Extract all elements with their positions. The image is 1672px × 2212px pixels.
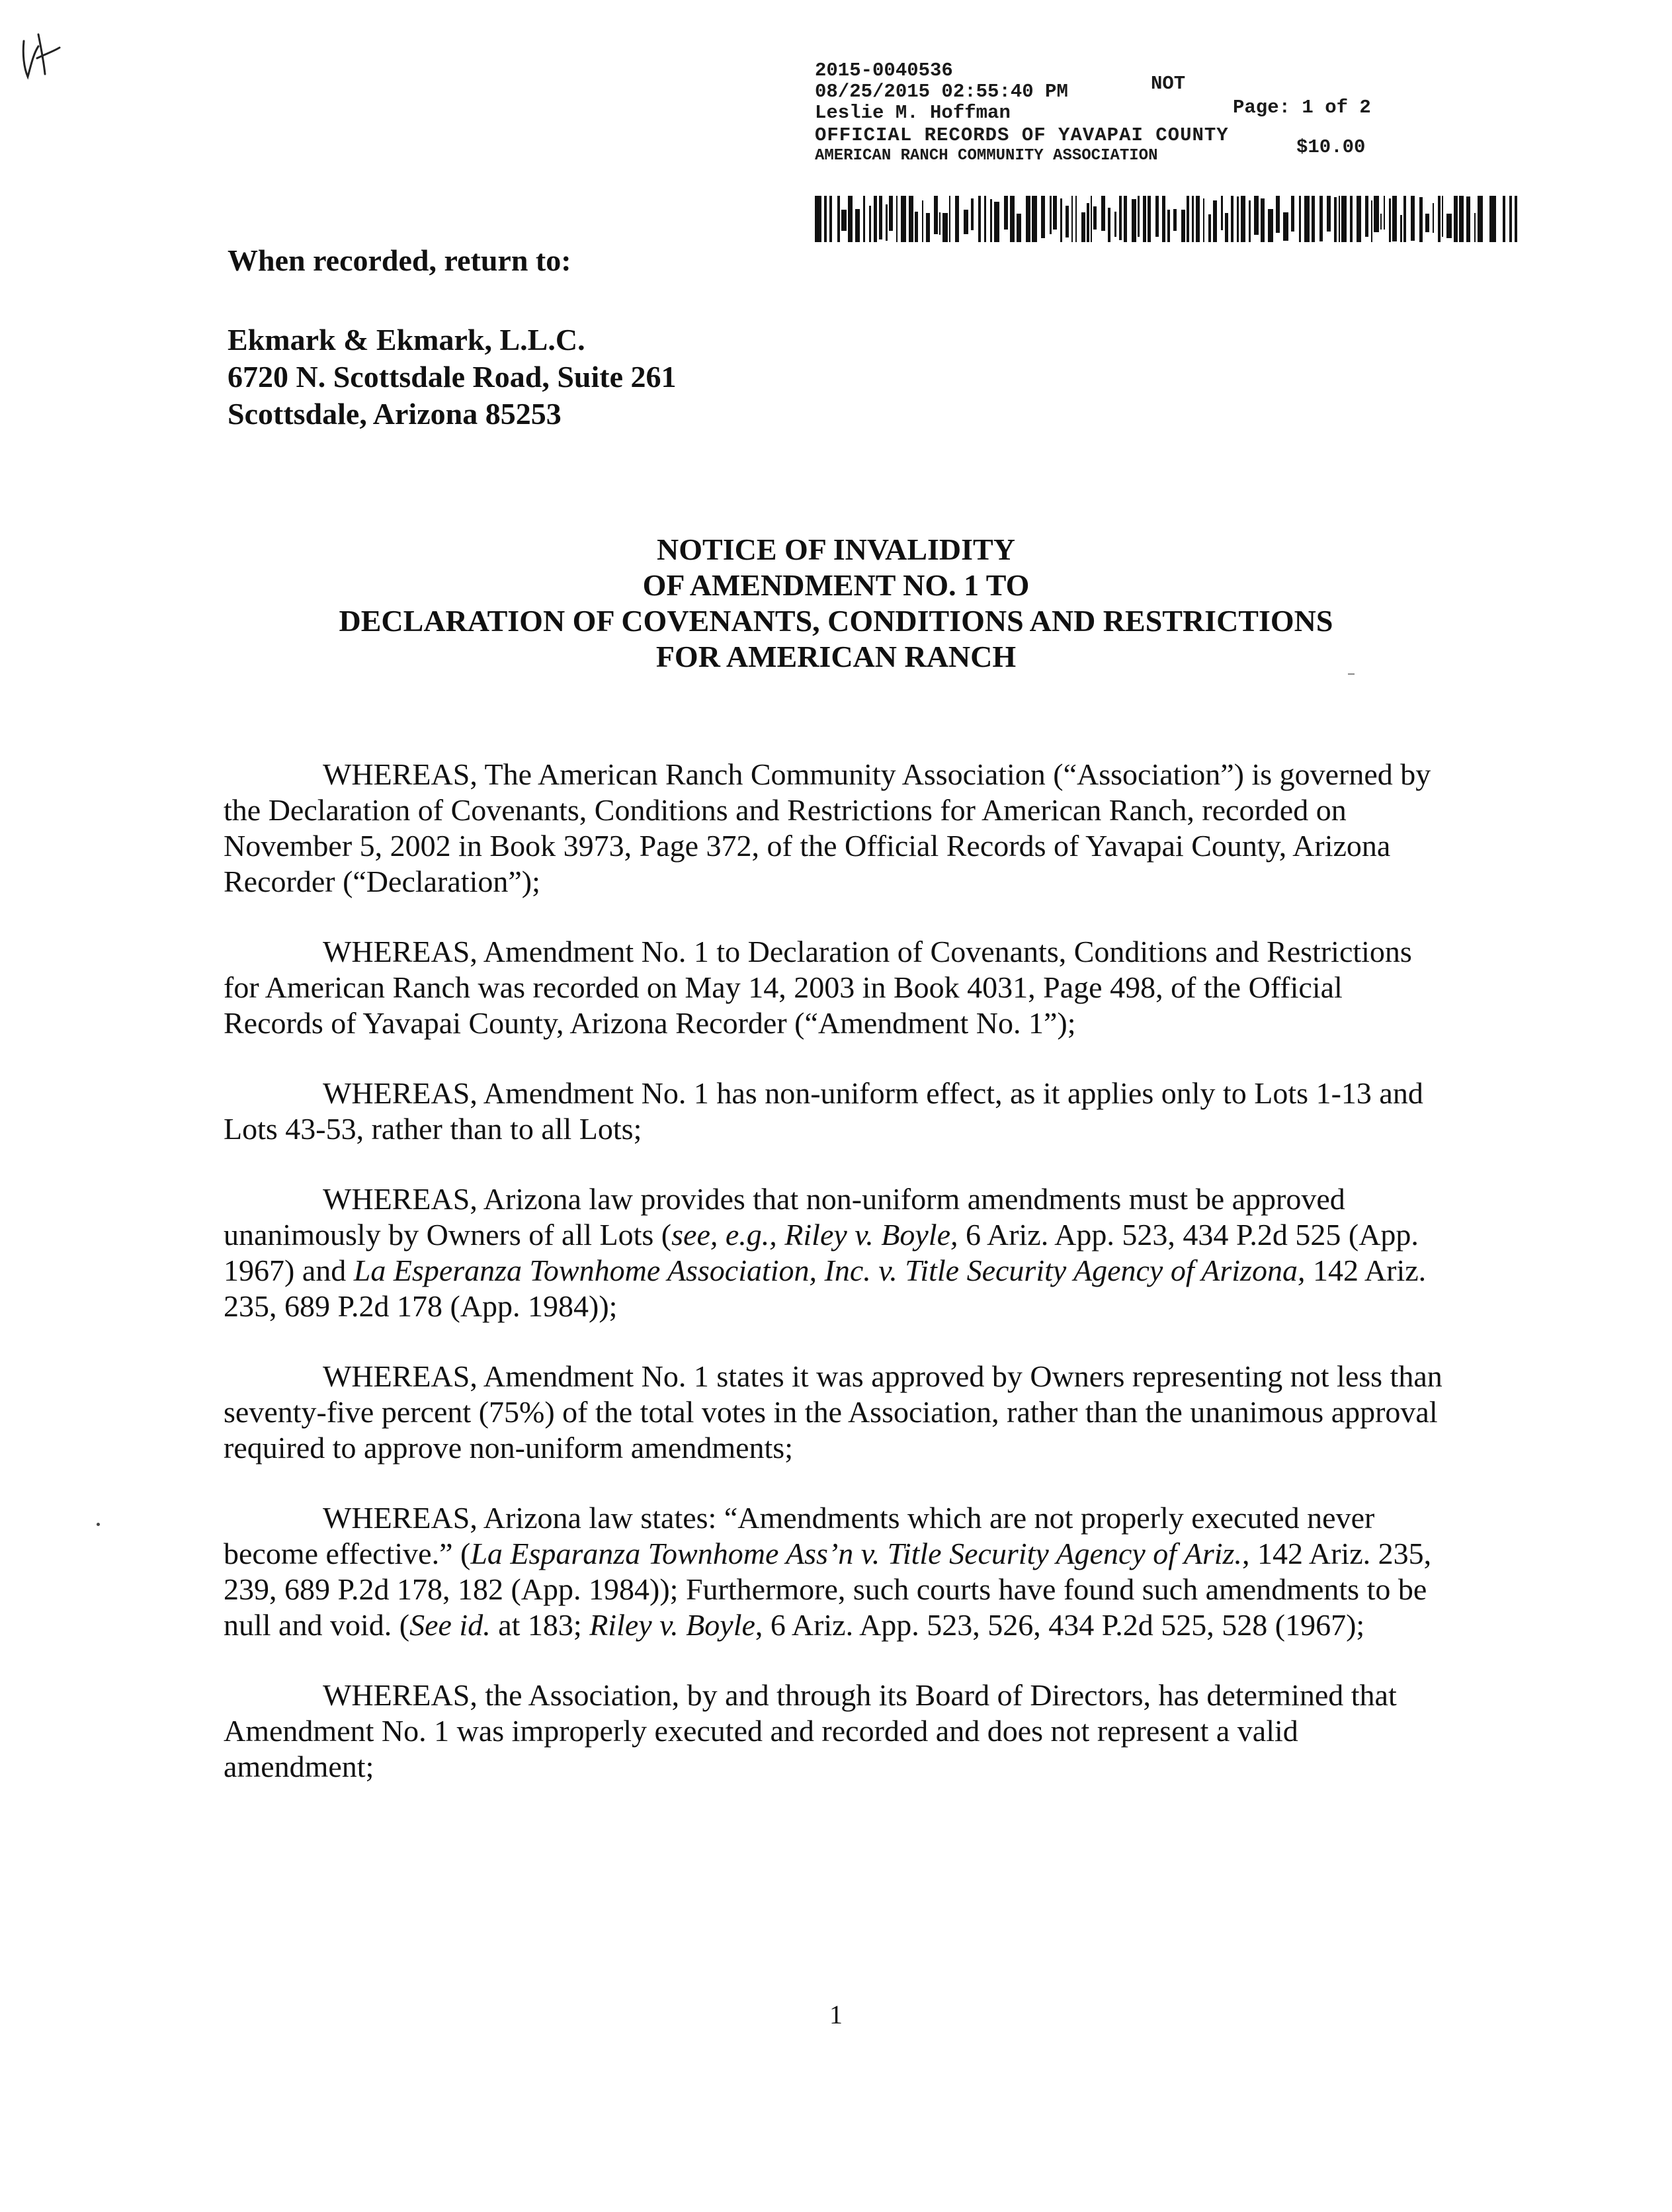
barcode <box>815 196 1517 242</box>
return-street: 6720 N. Scottsdale Road, Suite 261 <box>228 360 677 394</box>
title-line: DECLARATION OF COVENANTS, CONDITIONS AND RESTRICTIONS <box>339 604 1333 638</box>
paragraph-text: WHEREAS, Arizona law provides that non-uniform amendments must be approved unanimously by Owners of all Lots ( <box>224 1182 1345 1252</box>
recording-datetime: 08/25/2015 02:55:40 PM <box>815 81 1068 103</box>
recording-office: OFFICIAL RECORDS OF YAVAPAI COUNTY <box>815 124 1229 146</box>
whereas-paragraph-5: WHEREAS, Amendment No. 1 states it was approved by Owners representing not less than seventy-five percent (75%) of the total votes in the Association, rather than the unanimous approval required to approve non-uniform amendments; <box>224 1359 1442 1465</box>
document-body <box>224 757 1447 1819</box>
citation-italic: La Esparanza Townhome Ass’n v. Title Security Agency of Ariz. <box>470 1537 1242 1570</box>
paragraph-text: 142 Ariz. 235, 689 P.2d 178 (App. 1984)); <box>224 1254 1427 1323</box>
document-title <box>198 532 1474 675</box>
return-firm: Ekmark & Ekmark, L.L.C. <box>228 323 585 357</box>
document-type: NOT <box>1151 73 1186 95</box>
citation-italic: Riley v. Boyle <box>589 1608 755 1642</box>
recording-fee: $10.00 <box>1296 136 1366 158</box>
page-number: 1 <box>829 2000 843 2029</box>
return-heading: When recorded, return to: <box>228 243 571 277</box>
recorder-name: Leslie M. Hoffman <box>815 102 1011 124</box>
document-number: 2015-0040536 <box>815 60 953 81</box>
scan-mark <box>1348 673 1355 675</box>
citation-italic: See id. <box>409 1608 491 1642</box>
whereas-paragraph-6 <box>224 1500 1447 1643</box>
paragraph-text: WHEREAS, Arizona law states: “Amendments which are not properly executed never become effective.” ( <box>224 1501 1375 1570</box>
return-city: Scottsdale, Arizona 85253 <box>228 397 562 431</box>
scan-speck <box>97 1523 100 1526</box>
title-line: NOTICE OF INVALIDITY <box>657 532 1015 566</box>
page-label: Page: 1 of 2 <box>1233 97 1371 118</box>
paragraph-text: 6 Ariz. App. 523, 434 P.2d 525 (App. 1967) and <box>224 1218 1419 1287</box>
whereas-paragraph-2: WHEREAS, Amendment No. 1 to Declaration of Covenants, Conditions and Restrictions for American Ranch was recorded on May 14, 2003 in Book 4031, Page 498, of the Official Records of Yavapai County, Arizona Recorder (“Amendment No. 1”); <box>224 935 1412 1040</box>
citation-italic: see, e.g., Riley v. Boyle, <box>671 1218 958 1252</box>
whereas-paragraph-3: WHEREAS, Amendment No. 1 has non-uniform effect, as it applies only to Lots 1-13 and Lots 43-53, rather than to all Lots; <box>224 1076 1423 1146</box>
paragraph-text: at 183; <box>490 1608 590 1642</box>
recording-party: AMERICAN RANCH COMMUNITY ASSOCIATION <box>815 147 1158 165</box>
whereas-paragraph-1: WHEREAS, The American Ranch Community Association (“Association”) is governed by the Declaration of Covenants, Conditions and Restrictions for American Ranch, recorded on November 5, 2002 in Book 3973, Page 372, of the Official Records of Yavapai County, Arizona Recorder (“Declaration”); <box>224 757 1431 898</box>
title-line: OF AMENDMENT NO. 1 TO <box>642 568 1030 602</box>
paragraph-text: , 142 Ariz. 235, 239, 689 P.2d 178, 182 (App. 1984)); Furthermore, such courts have found such amendments to be null and void. ( <box>224 1537 1432 1642</box>
whereas-paragraph-4 <box>224 1181 1447 1324</box>
return-address-block <box>228 242 677 433</box>
paragraph-text: , 6 Ariz. App. 523, 526, 434 P.2d 525, 528 (1967); <box>755 1608 1365 1642</box>
title-line: FOR AMERICAN RANCH <box>655 640 1017 673</box>
citation-italic: La Esperanza Townhome Association, Inc. v. Title Security Agency of Arizona, <box>353 1254 1306 1287</box>
handwritten-initials <box>19 28 65 87</box>
whereas-paragraph-7: WHEREAS, the Association, by and through its Board of Directors, has determined that Amendment No. 1 was improperly executed and recorded and does not represent a valid amendment; <box>224 1678 1397 1783</box>
